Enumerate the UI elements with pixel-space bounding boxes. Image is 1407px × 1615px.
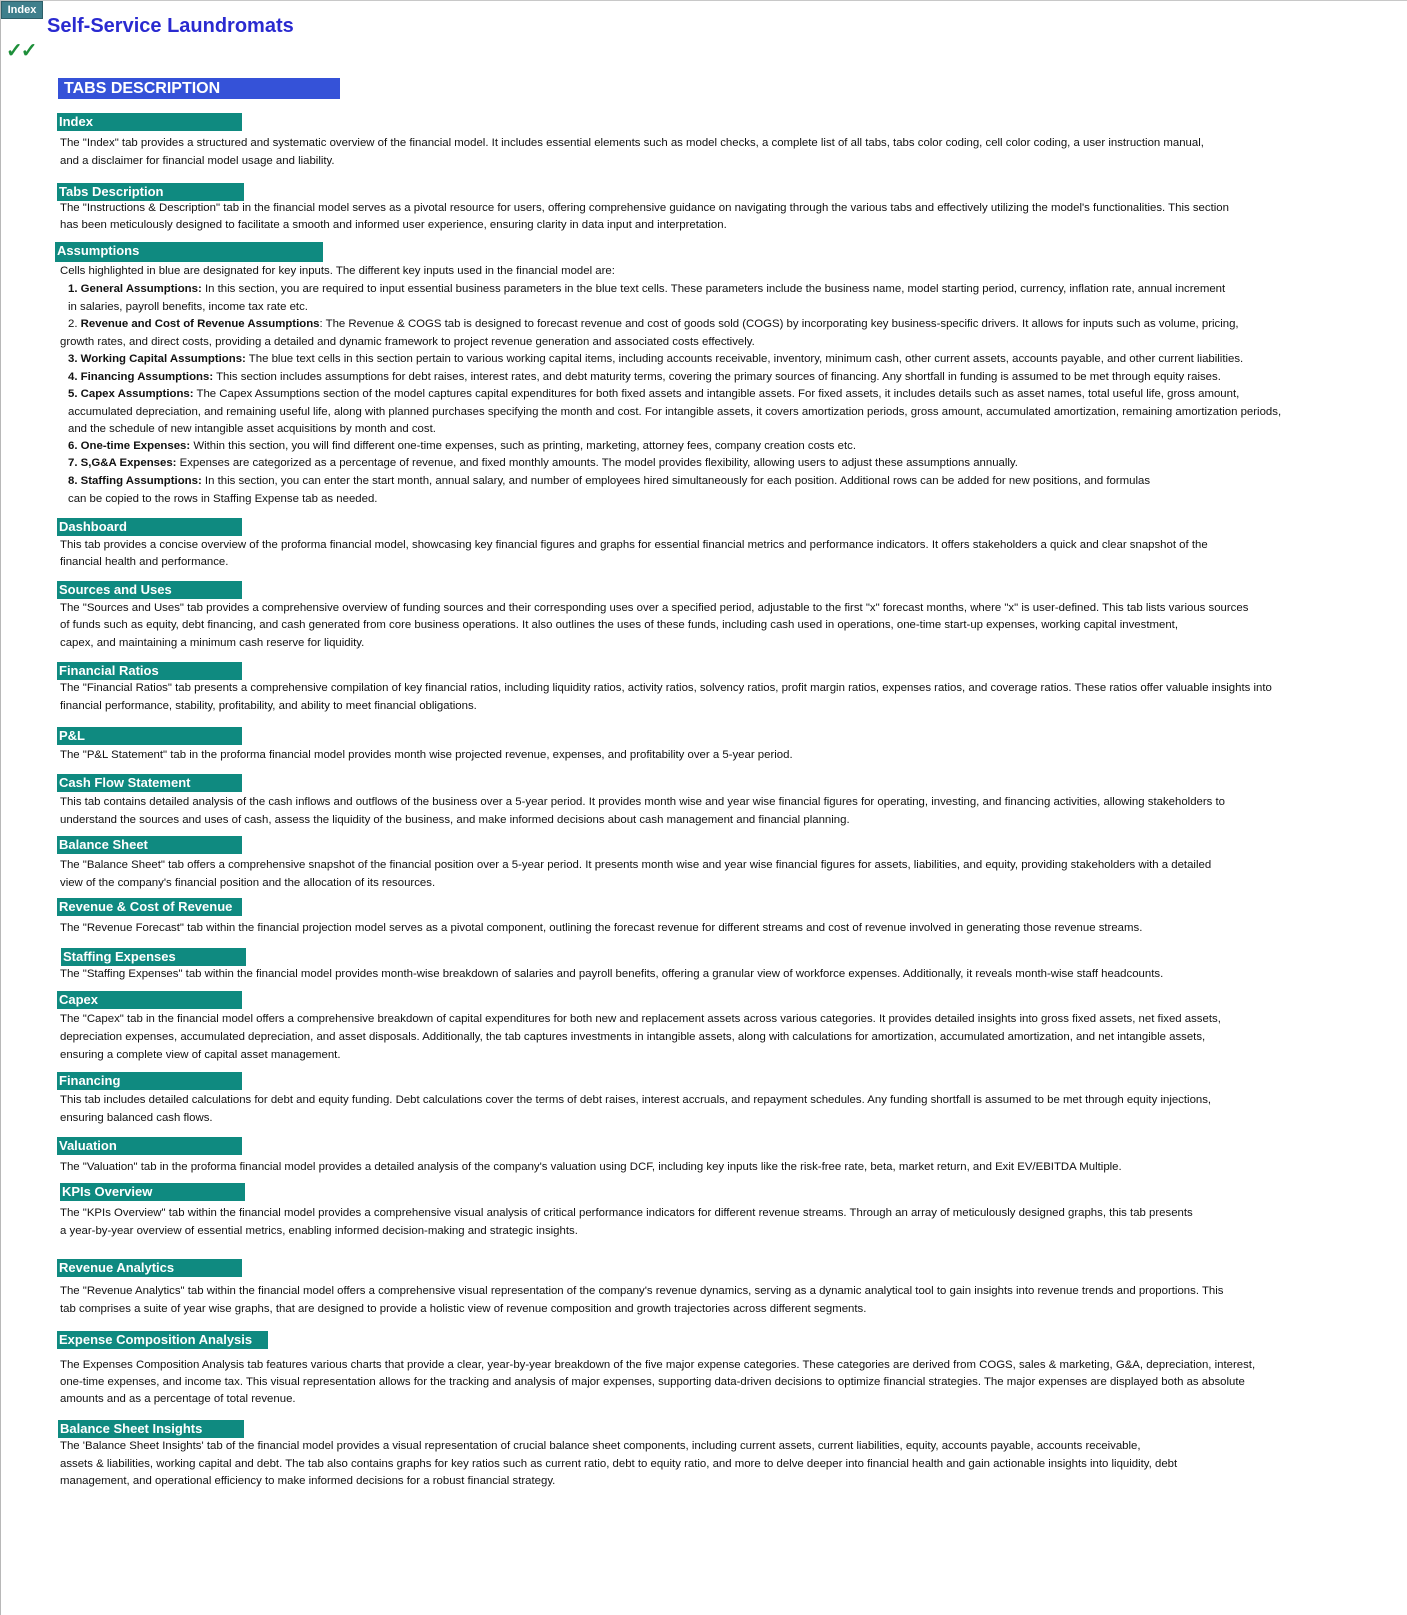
section-text-line: The "Capex" tab in the financial model offers a comprehensive breakdown of capital expenditures for both new and replacement assets across various categories. It provides detailed insights into gross fixed assets, net fixed assets, [60, 1013, 1221, 1025]
section-text-line: The "Revenue Analytics" tab within the financial model offers a comprehensive visual representation of the company's revenue dynamics, serving as a dynamic analytical tool to gain insights into revenue trends and proportions. This [60, 1285, 1224, 1297]
section-label-balance-sheet-insights[interactable]: Balance Sheet Insights [58, 1420, 244, 1438]
section-text-line: assets & liabilities, working capital and debt. The tab also contains graphs for key ratios such as current ratio, debt to equity ratio, and more to delve deeper into financial health and gain actionable insights into liquidity, debt [60, 1458, 1178, 1470]
model-check-icon: ✓✓ [6, 40, 36, 62]
assumption-item: in salaries, payroll benefits, income tax rate etc. [68, 301, 308, 313]
section-label-expense-composition-analysis[interactable]: Expense Composition Analysis [57, 1331, 268, 1349]
section-label-financing[interactable]: Financing [57, 1072, 242, 1090]
section-label-balance-sheet[interactable]: Balance Sheet [57, 836, 242, 854]
section-text-line: understand the sources and uses of cash, assess the liquidity of the business, and make informed decisions about cash management and financial planning. [60, 814, 850, 826]
tabs-description-banner: TABS DESCRIPTION [58, 78, 340, 99]
assumption-item: 8. Staffing Assumptions: In this section, you can enter the start month, annual salary, and number of employees hired simultaneously for each position. Additional rows can be added for new positions, and formulas [68, 475, 1151, 487]
section-text-line: view of the company's financial position and the allocation of its resources. [60, 877, 436, 889]
section-label-sources-and-uses[interactable]: Sources and Uses [57, 581, 242, 599]
assumption-item: 7. S,G&A Expenses: Expenses are categorized as a percentage of revenue, and fixed monthly amounts. The model provides flexibility, allowing users to adjust these assumptions annually. [68, 457, 1018, 469]
section-text-line: has been meticulously designed to facilitate a smooth and informed user experience, ensuring clarity in data input and interpretation. [60, 219, 727, 231]
section-text-line: depreciation expenses, accumulated depreciation, and asset disposals. Additionally, the tab captures investments in intangible assets, along with calculations for amortization, accumulated amortization, and net intangible assets, [60, 1031, 1206, 1043]
page-title: Self-Service Laundromats [47, 15, 294, 37]
section-label-financial-ratios[interactable]: Financial Ratios [57, 662, 242, 680]
section-text-line: The "Index" tab provides a structured and systematic overview of the financial model. It includes essential elements such as model checks, a complete list of all tabs, tabs color coding, cell color coding, a user instruction manual, [60, 137, 1204, 149]
section-label-assumptions[interactable]: Assumptions [55, 242, 323, 262]
section-text-line: tab comprises a suite of year wise graphs, that are designed to provide a holistic view of revenue composition and growth trajectories across different segments. [60, 1303, 867, 1315]
section-label-kpis-overview[interactable]: KPIs Overview [60, 1183, 245, 1201]
assumption-item: 1. General Assumptions: In this section, you are required to input essential business parameters in the blue text cells. These parameters include the business name, model starting period, currency, inflation rate, annual increment [68, 283, 1226, 295]
section-label-revenue-cost-of-revenue[interactable]: Revenue & Cost of Revenue [57, 898, 242, 916]
section-text-line: one-time expenses, and income tax. This visual representation allows for the tracking and analysis of major expenses, supporting data-driven decisions to optimize financial strategies. The major expenses are displayed both as absolute [60, 1376, 1245, 1388]
section-text-line: financial health and performance. [60, 556, 229, 568]
section-label-tabs-description[interactable]: Tabs Description [57, 183, 244, 201]
index-link-button[interactable]: Index [1, 1, 43, 19]
assumption-item: and the schedule of new intangible asset acquisitions by month and cost. [68, 423, 436, 435]
section-text-line: The "Revenue Forecast" tab within the financial projection model serves as a pivotal component, outlining the forecast revenue for different streams and cost of revenue involved in generating those revenue streams. [60, 922, 1143, 934]
section-text-line: This tab contains detailed analysis of the cash inflows and outflows of the business over a 5-year period. It provides month wise and year wise financial figures for operating, investing, and financing activities, allowing stakeholders to [60, 796, 1226, 808]
assumption-item: growth rates, and direct costs, providing a detailed and dynamic framework to project revenue generation and associated costs effectively. [60, 336, 755, 348]
section-text-line: of funds such as equity, debt financing, and cash generated from core business operations. It also outlines the uses of these funds, including cash used in operations, one-time start-up expenses, working capital investment, [60, 619, 1178, 631]
section-text-line: The "KPIs Overview" tab within the financial model provides a comprehensive visual analysis of critical performance indicators for different revenue streams. Through an array of meticulously designed graphs, this tab presents [60, 1207, 1193, 1219]
sheet-top-border [0, 0, 1407, 1]
section-text-line: The Expenses Composition Analysis tab features various charts that provide a clear, year-by-year breakdown of the five major expense categories. These categories are derived from COGS, sales & marketing, G&A, depreciation, interest, [60, 1359, 1256, 1371]
assumptions-intro: Cells highlighted in blue are designated for key inputs. The different key inputs used in the financial model are: [60, 265, 615, 277]
section-text-line: a year-by-year overview of essential metrics, enabling informed decision-making and strategic insights. [60, 1225, 578, 1237]
assumption-item: 5. Capex Assumptions: The Capex Assumptions section of the model captures capital expenditures for both fixed assets and intangible assets. For fixed assets, it includes details such as asset names, total useful life, gross amount, [68, 388, 1240, 400]
section-text-line: capex, and maintaining a minimum cash reserve for liquidity. [60, 637, 365, 649]
section-text-line: The "Financial Ratios" tab presents a comprehensive compilation of key financial ratios, including liquidity ratios, activity ratios, solvency ratios, profit margin ratios, expenses ratios, and coverage ratios. These ratios offer valuable insights into [60, 682, 1272, 694]
section-text-line: The "Balance Sheet" tab offers a comprehensive snapshot of the financial position over a 5-year period. It presents month wise and year wise financial figures for assets, liabilities, and equity, providing stakeholders with a detailed [60, 859, 1212, 871]
section-text-line: The "Instructions & Description" tab in the financial model serves as a pivotal resource for users, offering comprehensive guidance on navigating through the various tabs and effectively utilizing the model's functionalities. This section [60, 202, 1229, 214]
section-text-line: financial performance, stability, profitability, and ability to meet financial obligations. [60, 700, 477, 712]
section-text-line: The 'Balance Sheet Insights' tab of the financial model provides a visual representation of crucial balance sheet components, including current assets, current liabilities, equity, accounts payable, accounts receivable, [60, 1440, 1141, 1452]
section-text-line: The "Sources and Uses" tab provides a comprehensive overview of funding sources and their corresponding uses over a specified period, adjustable to the first "x" forecast months, where "x" is user-defined. This tab lists various sources [60, 602, 1249, 614]
assumption-item: 4. Financing Assumptions: This section includes assumptions for debt raises, interest rates, and debt maturity terms, covering the primary sources of financing. Any shortfall in funding is assumed to be met through equity raises. [68, 371, 1221, 383]
section-text-line: management, and operational efficiency to make informed decisions for a robust financial strategy. [60, 1475, 556, 1487]
assumption-item: accumulated depreciation, and remaining useful life, along with planned purchases specifying the month and cost. For intangible assets, it covers amortization periods, gross amount, accumulated amortization, remaining amortization periods, [68, 406, 1282, 418]
section-label-capex[interactable]: Capex [57, 991, 242, 1009]
section-text-line: This tab provides a concise overview of the proforma financial model, showcasing key financial figures and graphs for essential financial metrics and performance indicators. It offers stakeholders a quick and clear snapshot of the [60, 539, 1208, 551]
section-label-cash-flow-statement[interactable]: Cash Flow Statement [57, 774, 242, 792]
section-text-line: and a disclaimer for financial model usage and liability. [60, 155, 335, 167]
assumption-item: can be copied to the rows in Staffing Expense tab as needed. [68, 493, 378, 505]
section-label-staffing-expenses[interactable]: Staffing Expenses [61, 948, 246, 966]
section-text-line: ensuring a complete view of capital asset management. [60, 1049, 341, 1061]
sheet-left-border [0, 0, 1, 1615]
section-text-line: ensuring balanced cash flows. [60, 1112, 213, 1124]
section-text-line: This tab includes detailed calculations for debt and equity funding. Debt calculations cover the terms of debt raises, interest accruals, and repayment schedules. Any funding shortfall is assumed to be met through equity injections, [60, 1094, 1212, 1106]
section-text-line: The "Staffing Expenses" tab within the financial model provides month-wise breakdown of salaries and payroll benefits, offering a granular view of workforce expenses. Additionally, it reveals month-wise staff headcounts. [60, 968, 1164, 980]
section-label-pl[interactable]: P&L [57, 727, 242, 745]
section-label-index[interactable]: Index [57, 113, 242, 131]
assumption-item: 2. Revenue and Cost of Revenue Assumptions: The Revenue & COGS tab is designed to forecast revenue and cost of goods sold (COGS) by incorporating key business-specific drivers. It allows for inputs such as volume, pricing, [68, 318, 1239, 330]
section-text-line: amounts and as a percentage of total revenue. [60, 1393, 296, 1405]
assumption-item: 3. Working Capital Assumptions: The blue text cells in this section pertain to various working capital items, including accounts receivable, inventory, minimum cash, other current assets, accounts payable, and other current liabilities. [68, 353, 1244, 365]
section-label-revenue-analytics[interactable]: Revenue Analytics [57, 1259, 242, 1277]
section-label-valuation[interactable]: Valuation [57, 1137, 242, 1155]
section-label-dashboard[interactable]: Dashboard [57, 518, 242, 536]
assumption-item: 6. One-time Expenses: Within this section, you will find different one-time expenses, such as printing, marketing, attorney fees, company creation costs etc. [68, 440, 857, 452]
section-text-line: The "Valuation" tab in the proforma financial model provides a detailed analysis of the company's valuation using DCF, including key inputs like the risk-free rate, beta, market return, and Exit EV/EBITDA Multiple. [60, 1161, 1122, 1173]
section-text-line: The "P&L Statement" tab in the proforma financial model provides month wise projected revenue, expenses, and profitability over a 5-year period. [60, 749, 793, 761]
